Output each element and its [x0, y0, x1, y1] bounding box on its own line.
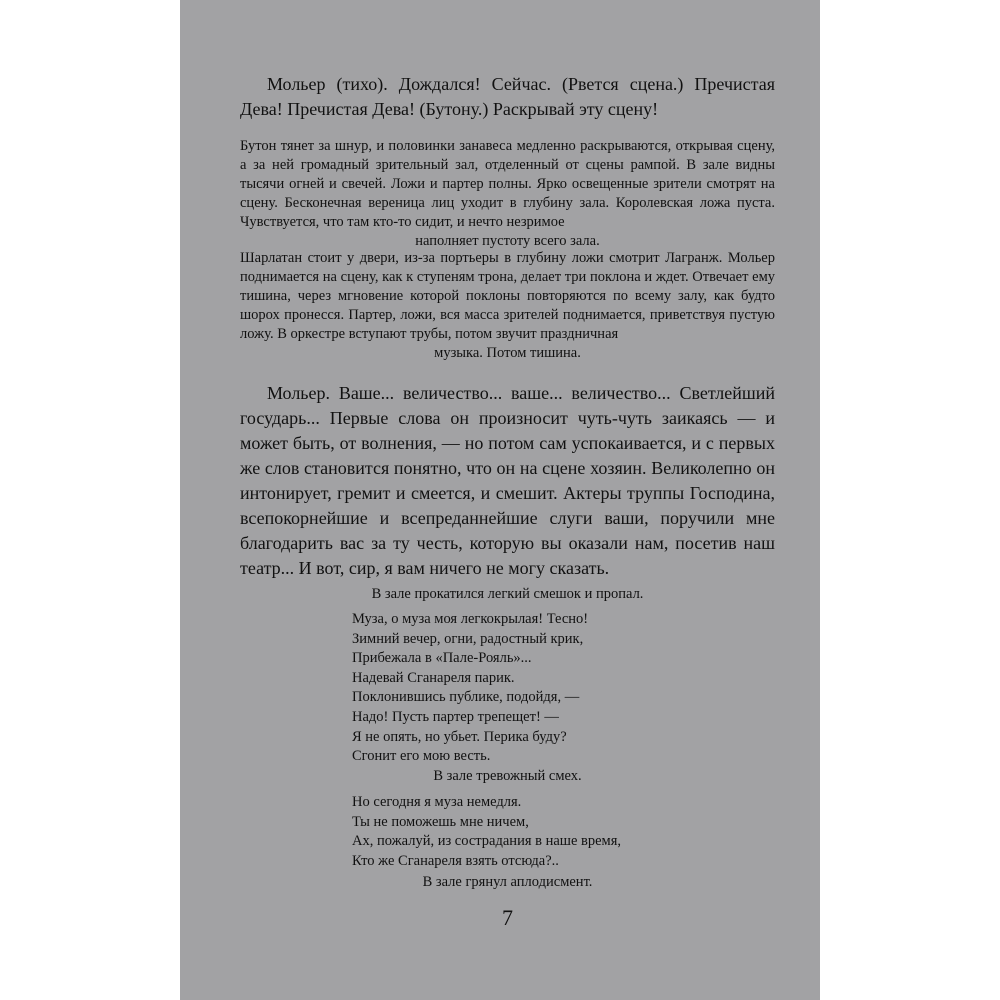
speech-moliere-2: Мольер. Ваше... величество... ваше... величество... Светлейший государь... Первые слова он произносит чуть-чуть заикаясь — и может быть, от волнения, — но потом сам успокаивается, и с первых же слов становится понятно, что он на сцене хозяин. Великолепно он интонирует, гремит и смеется, и смешит. Актеры труппы Господина, всепокорнейшие и всепреданнейшие слуги ваши, поручили мне благодарить вас за ту честь, которую вы оказали нам, посетив наш театр... И вот, сир, я вам ничего не могу сказать. — [240, 383, 775, 578]
verse-line: Но сегодня я муза немедля. — [352, 794, 522, 810]
verse-line: Надо! Пусть партер трепещет! — — [352, 708, 559, 725]
stage-direction-2-last: музыка. Потом тишина. — [434, 345, 581, 361]
verse-line: Сгонит его мою весть. — [352, 748, 491, 765]
verse-line: Поклонившись публике, подойдя, — — [352, 689, 580, 706]
book-page — [180, 0, 820, 1000]
stage-direction-1-last: наполняет пустоту всего зала. — [415, 233, 600, 249]
verse-line: Прибежала в «Пале-Рояль»... — [352, 650, 532, 667]
verse-line: Кто же Сганареля взять отсюда?.. — [352, 852, 559, 869]
stage-direction-4: В зале тревожный смех. — [433, 768, 582, 784]
stage-direction-2-body: Шарлатан стоит у двери, из-за портьеры в глубину ложи смотрит Лагранж. Мольер поднимается на сцену, как к ступеням трона, делает три поклона и ждет. Отвечает ему тишина, через мгновение которой поклоны повторяются по всему залу, как будто шорох пронесся. Партер, ложи, вся масса зрителей поднимается, приветствуя пустую ложу. В оркестре вступают трубы, потом звучит праздничная — [240, 250, 775, 342]
verse-line: Я не опять, но убьет. Перика буду? — [352, 728, 567, 745]
speech-moliere-1: Мольер (тихо). Дождался! Сейчас. (Рвется сцена.) Пречистая Дева! Пречистая Дева! (Бутону.) Раскрывай эту сцену! — [240, 74, 775, 119]
verse-line: Ах, пожалуй, из сострадания в наше время, — [352, 833, 622, 850]
stage-direction-1-body: Бутон тянет за шнур, и половинки занавеса медленно раскрываются, открывая сцену, а за ней громадный зрительный зал, отделенный от сцены рампой. В зале видны тысячи огней и свечей. Ложи и партер полны. Ярко освещенные зрители смотрят на сцену. Бесконечная вереница лиц уходит в глубину зала. Королевская ложа пуста. Чувствуется, что там кто-то сидит, и нечто незримое — [240, 138, 775, 230]
verse-line: Зимний вечер, огни, радостный крик, — [352, 630, 584, 647]
verse-line: Муза, о муза моя легкокрылая! Тесно! — [352, 611, 589, 627]
verse-line: Надевай Сганареля парик. — [352, 669, 515, 686]
stage-direction-1 — [240, 137, 775, 251]
stage-direction-3: В зале прокатился легкий смешок и пропал. — [371, 586, 644, 602]
verse-line: Ты не поможешь мне ничем, — [352, 813, 529, 830]
page-number: 7 — [502, 905, 513, 930]
stage-direction-5: В зале грянул аплодисмент. — [422, 874, 593, 890]
verse-stanza-1 — [352, 610, 692, 767]
stage-direction-2 — [240, 249, 775, 363]
verse-stanza-2 — [352, 793, 692, 871]
